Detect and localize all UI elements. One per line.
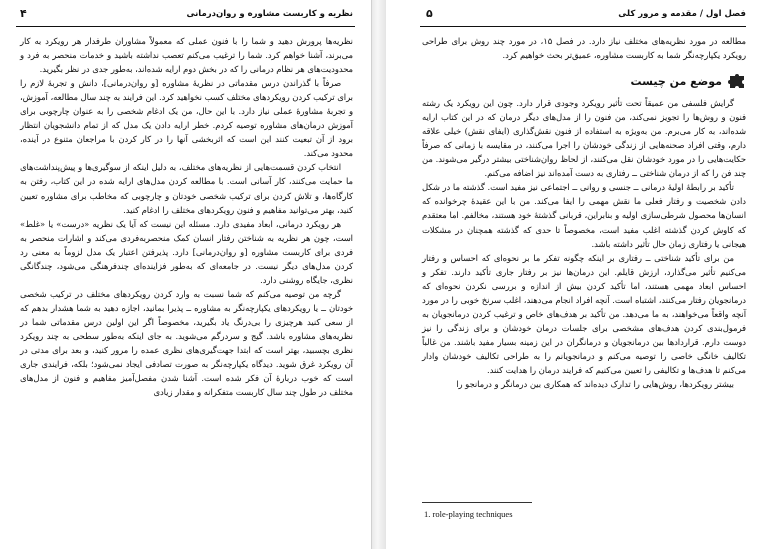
paragraph: گرچه من توصیه می‌کنم که شما نسبت به وارد کردن رویکردهای مختلف در ترکیب شخصی خودتان ــ یا رویکردهای یکپارچه‌نگر به مشاوره ــ پذیرا بمانید، اجازه دهید به شما هشدار بدهم که از سعی کنید هرچیزی را بی‌درنگ یاد بگیرید، مخصوصاً اگر این اولین درس مقدماتی شما در نظریه‌های مشاوره باشد. گیج و سردرگم می‌شوید. به جای اینکه به‌طور سطحی به چند رویکرد نظری بچسبید، بهتر است که ابتدا جهت‌گیری‌های نظری عمده را مرور کنید، و بعد برای مدتی در آن رویکرد غرق شوید. دیدگاه یکپارچه‌نگر به صورت تصادفی ایجاد نمی‌شود؛ بلکه، فرایندی جاری است که خوب دربارهٔ آن فکر شده است. آشنا شدن مفصل‌آمیز مفاهیم و فنون از مدل‌های مختلف در طول چند سال کاربست متفکرانه و مقدار زیادی xyxy=(20,288,353,398)
left-page xyxy=(0,0,372,549)
intro-paragraph: مطالعه در مورد نظریه‌های مختلف نیاز دارد. در فصل ۱۵، در مورد چند روش برای طراحی رویکرد یکپارچه‌نگر شما به کاربست مشاوره، عمیق‌تر بحث خواهیم کرد. xyxy=(422,36,747,61)
paragraph: انتخاب کردن قسمت‌هایی از نظریه‌های مختلف، به دلیل اینکه از سوگیری‌ها و پیش‌پنداشت‌های ما حمایت می‌کنند، کار آسانی است. با مطالعه کردن مدل‌های ارایه شده در این کتاب، رفتن به کارگاه‌ها، و تلاش کردن برای ترکیب شخصی خودتان و چارچوبی که مخاطب برای مشاوره تعیین کنید، بهتر می‌توانید مفاهیم و فنون رویکردهای مختلف را ادغام کنید. xyxy=(20,162,353,215)
section-title: موضع من چیست xyxy=(630,74,722,88)
right-page xyxy=(386,0,768,549)
body-text xyxy=(20,34,353,399)
running-head: فصل اول / مقدمه و مرور کلی xyxy=(618,9,746,19)
paragraph: بیشتر رویکردها، روش‌هایی را تدارک دیده‌اند که همکاری بین درمانگر و درمانجو را xyxy=(456,379,734,390)
header-rule xyxy=(16,26,355,27)
footnote-rule xyxy=(422,502,532,503)
paragraph: تأکید بر رابطهٔ اولیهٔ درمانی ــ جنسی و روانی ــ اجتماعی نیز مفید است. گذشته ما در شکل دادن شخصیت و رفتار فعلی ما نقش مهمی را ایفا می‌کند. من با این عقیدهٔ چرخوانده که انسان‌ها محصول شرطی‌سازی اولیه و بنابراین، قربانی گذشتهٔ خود هستند، مخالفم. اما معتقدم که کاوش کردن گذشته اغلب مفید است، مخصوصاً تا حدی که گذشته همچنان در مشکلات هیجانی یا رفتاری زمان حال تأثیر داشته باشد. xyxy=(422,182,746,249)
paragraph: هر رویکرد درمانی، ابعاد مفیدی دارد. مسئله این نیست که آیا یک نظریه «درست» یا «غلط» است، چون هر نظریه به شناختن رفتار انسان کمک منحصربه‌فردی می‌کند و اشارات منحصر به فردی برای کاربست مشاوره [و روان‌درمانی] دارد. پذیرفتن اعتبار یک مدل لزوماً به معنی رد کردن مدل‌های دیگر نیست. در جامعه‌ای که به‌طور فزاینده‌ای چندفرهنگی می‌شود، چندگانگی نظری، جایگاه روشنی دارد. xyxy=(20,218,353,285)
paragraph: گرایش فلسفی من عمیقاً تحت تأثیر رویکرد وجودی قرار دارد. چون این رویکرد یک رشته فنون و روش‌ها را تجویز نمی‌کند، من فنون را از مدل‌های دیگر درمان که در این کتاب ارایه شده‌اند، به کار می‌برم. من به‌ویژه به استفاده از فنون نقش‌گذاری (ایفای نقش) خیلی علاقه دارم، وقتی افراد صحنه‌هایی از زندگی خودشان را اجرا می‌کنند، در مقایسه با زمانی که صرفاً حکایت‌هایی را در مورد خودشان نقل می‌کنند، از لحاظ روان‌شناختی بیشتر درگیر می‌شوند. من چند فن را که از درمان شناختی ــ رفتاری به دست آمده‌اند نیز اضافه می‌کنم. xyxy=(422,98,746,179)
book-gutter xyxy=(372,0,386,549)
section-heading xyxy=(422,72,746,90)
paragraph: صرفاً با گذراندن درس مقدماتی در نظریهٔ مشاوره [و روان‌درمانی]، دانش و تجربهٔ لازم را برای ترکیب کردن رویکردهای مختلف کسب نخواهید کرد. این فرایند به چند سال مطالعه، آموزش، و تجربهٔ مشاورهٔ عملی نیاز دارد. با این حال، من یک ادغام شخصی را به عنوان چارچوبی برای آموزش درمان‌های مشاوره توصیه کردم. خطر ارایه دادن یک مدل که از تمام دانشجویان انتظار برود از آن تبعیت کنند این است که اثربخشی آنها را در کار کردن با مراجعان متنوع در آینده، محدود می‌کند. xyxy=(20,78,353,159)
footnote: 1. role-playing techniques xyxy=(424,509,513,519)
running-head: نظریه و کاربست مشاوره و روان‌درمانی xyxy=(186,9,353,19)
body-text xyxy=(422,34,746,391)
paragraph: نظریه‌ها پرورش دهید و شما را با فنون عملی که معمولاً مشاوران طرفدار هر رویکرد به کار می‌برند، آشنا خواهم کرد. شما را ترغیب می‌کنم تعصب نداشته باشید و خدمات منحصر به فرد و محدودیت‌های هر نظام درمانی را که در بخش دوم ارایه شده‌اند، به‌طور جدی در نظر بگیرید. xyxy=(20,36,353,75)
header-rule xyxy=(420,26,746,27)
page-number: ۴ xyxy=(20,7,27,20)
puzzle-icon xyxy=(728,73,746,89)
paragraph: من برای تأکید شناختی ــ رفتاری بر اینکه چگونه تفکر ما بر نحوه‌ای که احساس و رفتار می‌کنیم تأثیر می‌گذارد، ارزش قایلم. این درمان‌ها نیز بر رفتار جاری تأکید دارند. تفکر و احساس ابعاد مهمی هستند، اما تأکید کردن بیش از اندازه و بررسی نکردن نحوه‌ای که درمانجویان رفتار می‌کنند، اشتباه است. آنچه افراد انجام می‌دهند، اغلب سرنخ خوبی را در مورد آنچه واقعاً می‌خواهند، به ما می‌دهد. من تأکید بر هدف‌های خاص و ترغیب کردن درمانجویان به فرمول‌بندی کردن هدف‌های مشخصی برای جلسات درمان خودشان و برای زندگی را نیز دوست دارم. قراردادها بین درمانجویان و درمانگران در این زمینه بسیار مفید باشند. من غالباً تکالیف خانگی خاصی را توصیه می‌کنم و درمانجویانم را به طراحی تکالیف خودشان وادار می‌کنم تا هدف‌ها و تکالیفی را تعیین می‌کنیم که فرایند درمان را هدایت کنند. xyxy=(422,252,746,375)
page-number: ۵ xyxy=(426,7,433,20)
